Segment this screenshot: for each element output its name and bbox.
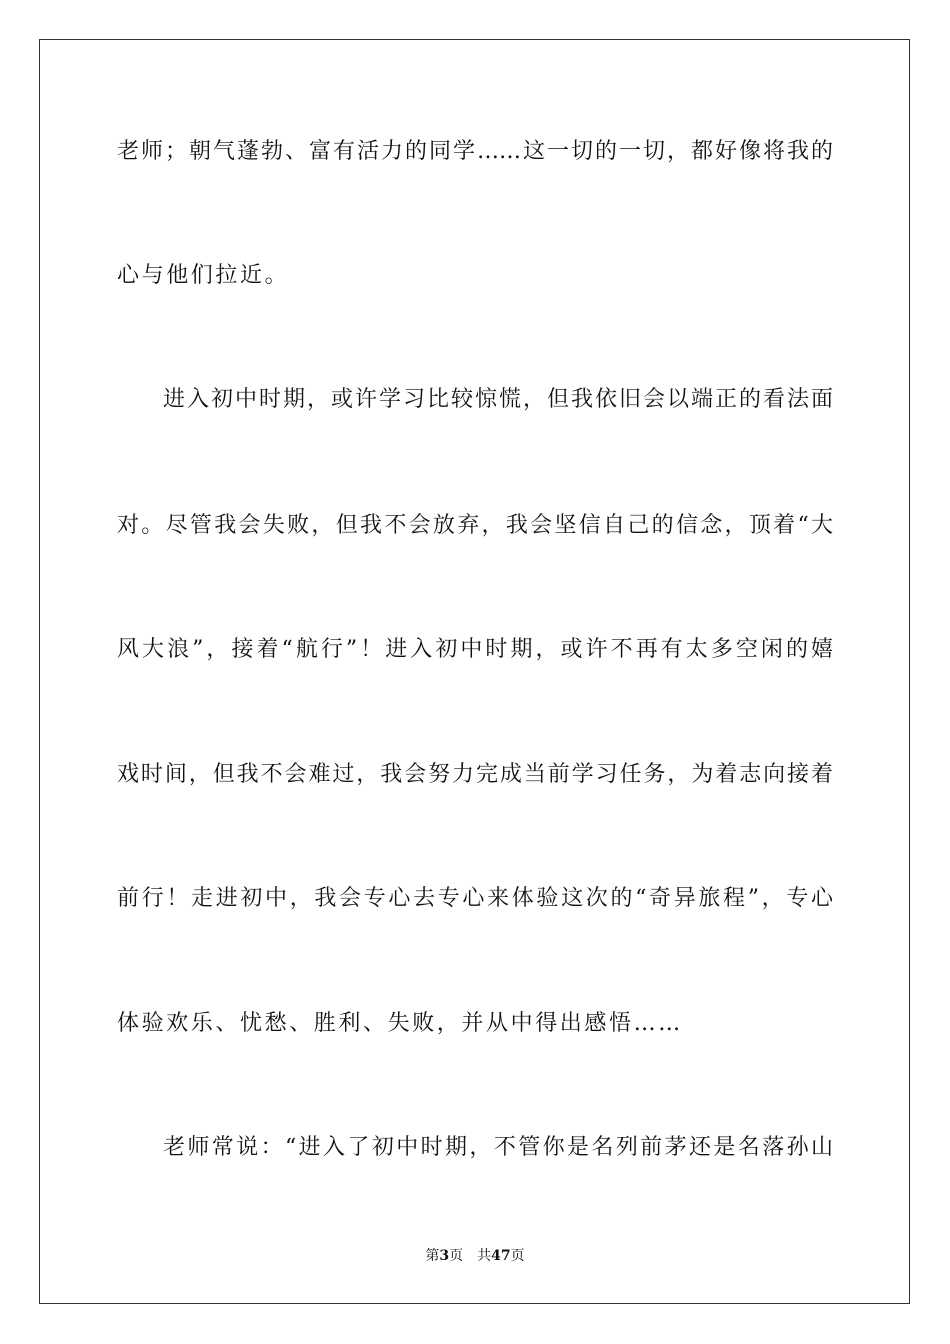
text-line: 风大浪”，接着“航行”！进入初中时期，或许不再有太多空闲的嬉 (117, 637, 833, 662)
text-line: 老师；朝气蓬勃、富有活力的同学……这一切的一切，都好像将我的 (117, 139, 833, 164)
text-line: 老师常说：“进入了初中时期，不管你是名列前茅还是名落孙山 (163, 1135, 833, 1160)
text-line: 前行！走进初中，我会专心去专心来体验这次的“奇异旅程”，专心 (117, 886, 833, 911)
page-footer (0, 1247, 950, 1265)
page-border (39, 39, 910, 1304)
page-number: 3 (439, 1248, 450, 1264)
page-suffix: 页 (449, 1248, 464, 1264)
total-prefix: 共 (477, 1248, 492, 1264)
text-line: 戏时间，但我不会难过，我会努力完成当前学习任务，为着志向接着 (117, 762, 833, 787)
total-pages: 47 (491, 1248, 511, 1264)
total-suffix: 页 (510, 1248, 525, 1264)
text-line: 心与他们拉近。 (117, 263, 290, 288)
text-line: 体验欢乐、忧愁、胜利、失败，并从中得出感悟…… (117, 1011, 683, 1036)
text-line: 对。尽管我会失败，但我不会放弃，我会坚信自己的信念，顶着“大 (117, 513, 833, 538)
text-line: 进入初中时期，或许学习比较惊慌，但我依旧会以端正的看法面 (163, 387, 833, 412)
page-prefix: 第 (425, 1248, 440, 1264)
